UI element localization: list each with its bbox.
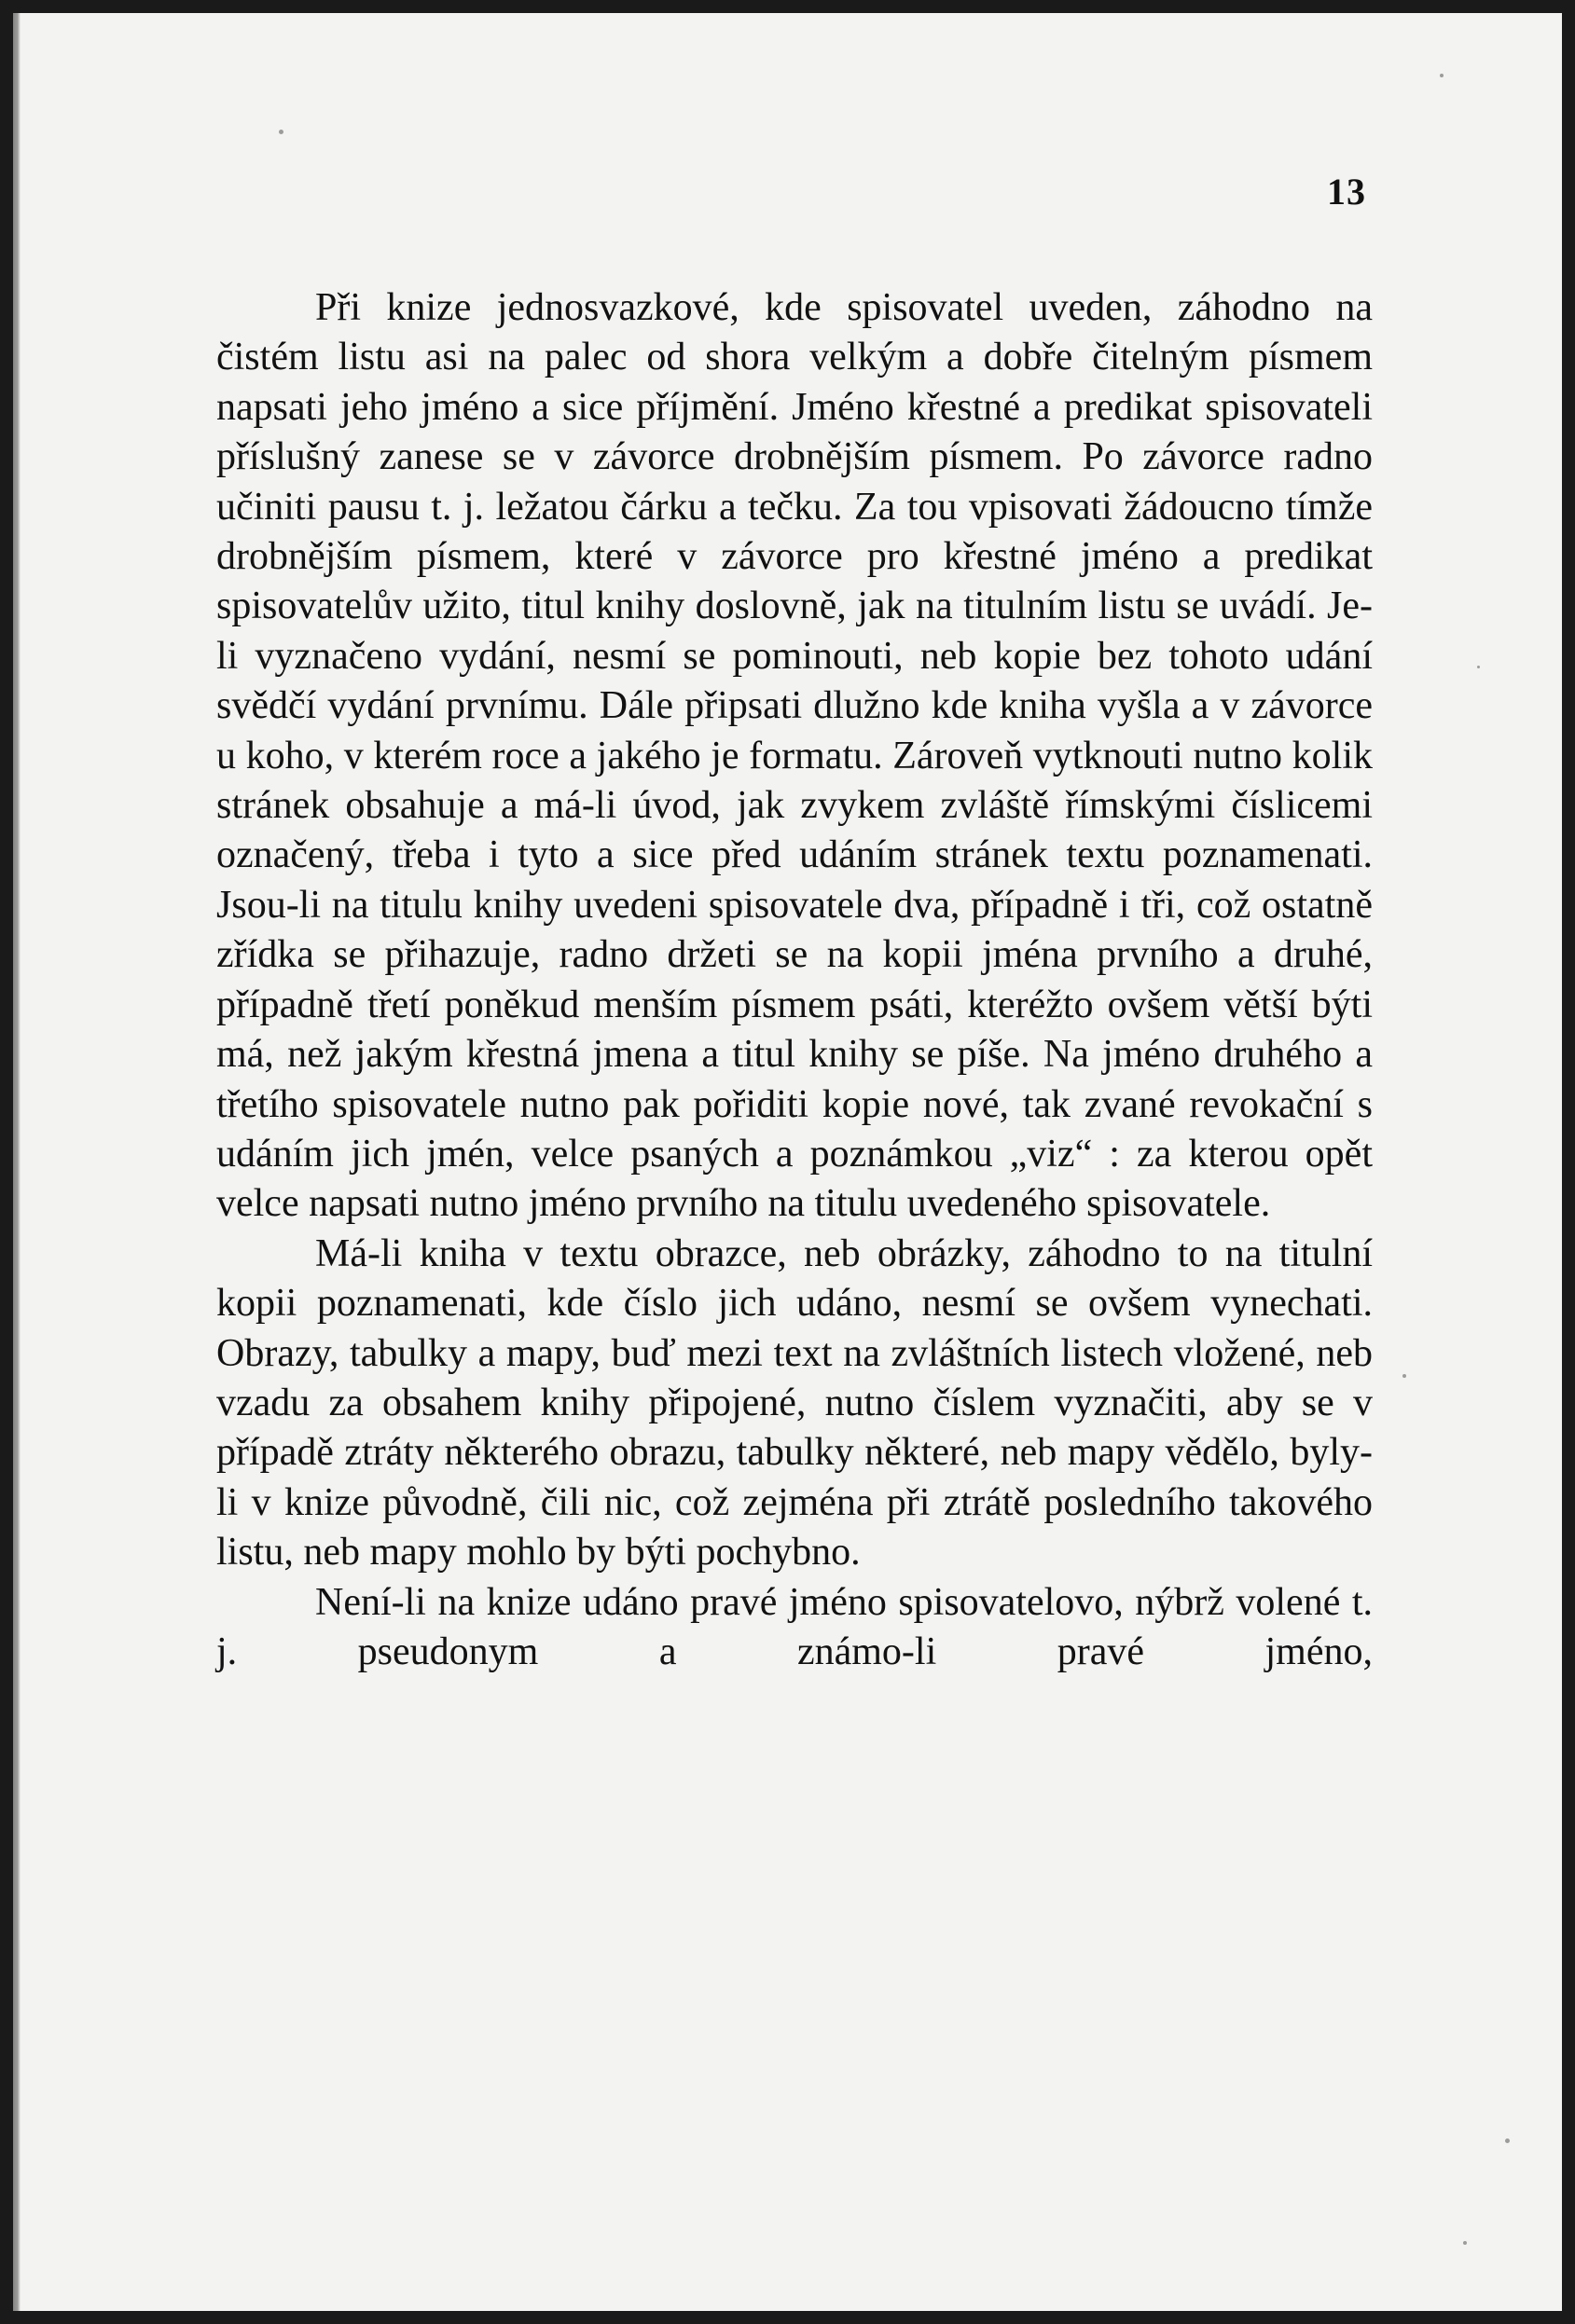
paragraph: Při knize jednosvazkové, kde spisovatel uveden, záhodno na čistém listu asi na palec od shora velkým a dobře čitelným písmem napsati jeho jméno a sice příjmění. Jméno křestné a predikat spisovateli příslušný zanese se v závorce drobnějším písmem. Po závorce radno učiniti pausu t. j. ležatou čárku a tečku. Za tou vpisovati žádoucno tímže drobnějším písmem, které v závorce pro křestné jméno a predikat spisovatelův užito, titul knihy doslovně, jak na titulním listu se uvádí. Je-li vyznačeno vydání, nesmí se pominouti, neb kopie bez tohoto udání svědčí vydání prvnímu. Dále připsati dlužno kde kniha vyšla a v závorce u koho, v kterém roce a jakého je formatu. Zároveň vytknouti nutno kolik stránek obsahuje a má-li úvod, jak zvykem zvláště římskými číslicemi označený, třeba i tyto a sice před udáním stránek textu poznamenati. Jsou-li na titulu knihy uvedeni spisovatele dva, případně i tři, což ostatně zřídka se přihazuje, radno držeti se na kopii jména prvního a druhé, případně třetí poněkud menším písmem psáti, kteréžto ovšem větší býti má, než jakým křestná jmena a titul knihy se píše. Na jméno druhého a třetího spisovatele nutno pak pořiditi kopie nové, tak zvané revokační s udáním jich jmén, velce psaných a poznámkou „viz“ : za kterou opět velce napsati nutno jméno prvního na titulu uvedeného spisovatele. [216,286,1373,1226]
paragraph: Není-li na knize udáno pravé jméno spisovatelovo, nýbrž volené t. j. pseudonym a známo-li pravé jméno, [216,1580,1373,1673]
paragraph: Má-li kniha v textu obrazce, neb obrázky, záhodno to na titulní kopii poznamenati, kde číslo jich udáno, nesmí se ovšem vynechati. Obrazy, tabulky a mapy, buď mezi text na zvláštních listech vložené, neb vzadu za obsahem knihy připojené, nutno číslem vyznačiti, aby se v případě ztráty některého obrazu, tabulky některé, neb mapy vědělo, byly-li v knize původně, čili nic, což zejména při ztrátě posledního takového listu, neb mapy mohlo by býti pochybno. [216,1231,1373,1575]
book-page [13,13,1562,2311]
page-edge-shadow [13,13,21,2311]
page-number: 13 [1327,171,1366,213]
body-text [216,283,1373,1677]
